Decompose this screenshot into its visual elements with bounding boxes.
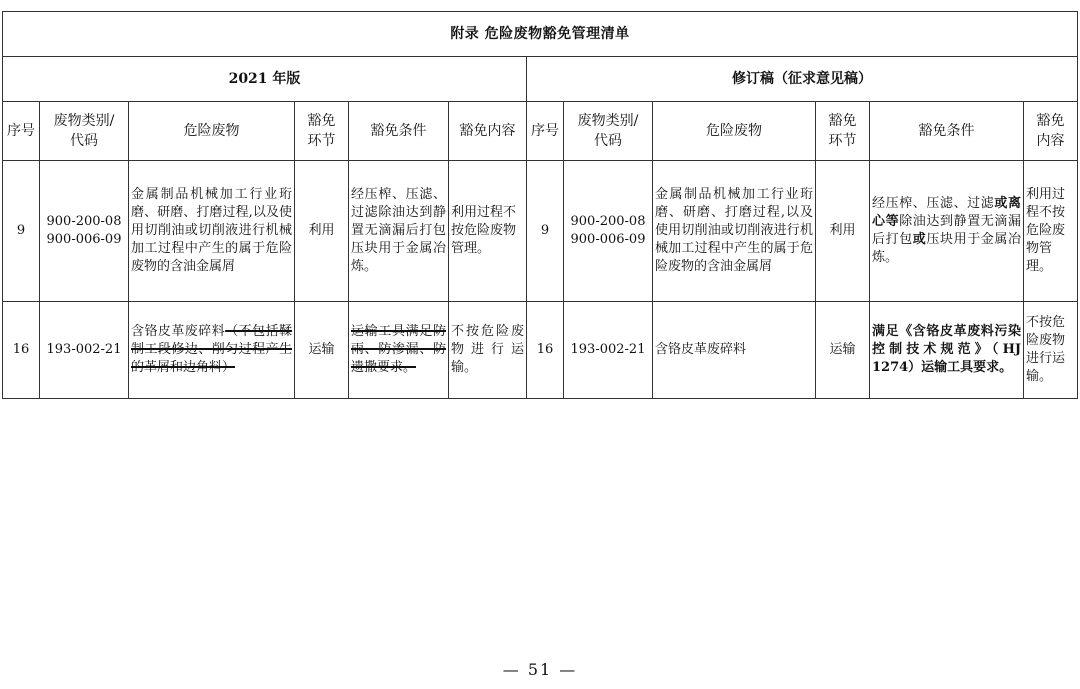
deleted-text: 运输工具满足防雨、防渗漏、防遗撒要求。 — [351, 324, 446, 375]
row-waste: 含铬皮革废碎料（不包括鞣制工段修边、削匀过程产生的革屑和边角料） — [129, 302, 295, 399]
row-waste: 金属制品机械加工行业珩磨、研磨、打磨过程,以及使用切削油或切削液进行机械加工过程中产生的属于危险废物的含油金属屑 — [129, 161, 295, 302]
col-header-stage-new: 豁免 环节 — [816, 102, 870, 161]
col-header-stage: 豁免 环节 — [295, 102, 349, 161]
column-header-row — [3, 102, 1078, 161]
row-stage-new: 利用 — [816, 161, 870, 302]
row-stage: 运输 — [295, 302, 349, 399]
row-stage-new: 运输 — [816, 302, 870, 399]
table-row — [3, 161, 1078, 302]
col-header-seq: 序号 — [3, 102, 40, 161]
row-waste-new: 含铬皮革废碎料 — [653, 302, 816, 399]
col-header-condition-new: 豁免条件 — [870, 102, 1024, 161]
row-code: 900-200-08 900-006-09 — [40, 161, 129, 302]
version-2021-header: 2021 年版 — [3, 57, 527, 102]
deleted-text: （不包括鞣制工段修边、削匀过程产生的革屑和边角料） — [131, 324, 292, 375]
col-header-content: 豁免内容 — [449, 102, 527, 161]
row-content-new: 不按危险废物进行运输。 — [1024, 302, 1078, 399]
row-condition-new: 经压榨、压滤、过滤或离心等除油达到静置无滴漏后打包或压块用于金属冶炼。 — [870, 161, 1024, 302]
row-code-new: 900-200-08 900-006-09 — [564, 161, 653, 302]
row-content: 利用过程不按危险废物管理。 — [449, 161, 527, 302]
row-code-new: 193-002-21 — [564, 302, 653, 399]
row-seq: 16 — [3, 302, 40, 399]
exemption-list-table — [2, 11, 1078, 399]
col-header-condition: 豁免条件 — [349, 102, 449, 161]
col-header-waste: 危险废物 — [129, 102, 295, 161]
col-header-waste-new: 危险废物 — [653, 102, 816, 161]
row-condition — [349, 302, 449, 399]
row-stage: 利用 — [295, 161, 349, 302]
row-waste-new: 金属制品机械加工行业珩磨、研磨、打磨过程,以及使用切削油或切削液进行机械加工过程中产生的属于危险废物的含油金属屑 — [653, 161, 816, 302]
row-condition: 经压榨、压滤、过滤除油达到静置无滴漏后打包压块用于金属冶炼。 — [349, 161, 449, 302]
col-header-code: 废物类别/ 代码 — [40, 102, 129, 161]
col-header-seq-new: 序号 — [527, 102, 564, 161]
page-number: — 51 — — [502, 660, 578, 679]
row-content-new: 利用过程不按危险废物管理。 — [1024, 161, 1078, 302]
version-revision-header: 修订稿（征求意见稿） — [527, 57, 1078, 102]
col-header-code-new: 废物类别/ 代码 — [564, 102, 653, 161]
row-seq-new: 16 — [527, 302, 564, 399]
row-condition-new: 满足《含铬皮革废料污染控制技术规范》（HJ 1274）运输工具要求。 — [870, 302, 1024, 399]
row-content: 不按危险废物进行运输。 — [449, 302, 527, 399]
row-seq: 9 — [3, 161, 40, 302]
table-title: 附录 危险废物豁免管理清单 — [3, 12, 1078, 57]
row-seq-new: 9 — [527, 161, 564, 302]
row-code: 193-002-21 — [40, 302, 129, 399]
table-row — [3, 302, 1078, 399]
col-header-content-new: 豁免 内容 — [1024, 102, 1078, 161]
